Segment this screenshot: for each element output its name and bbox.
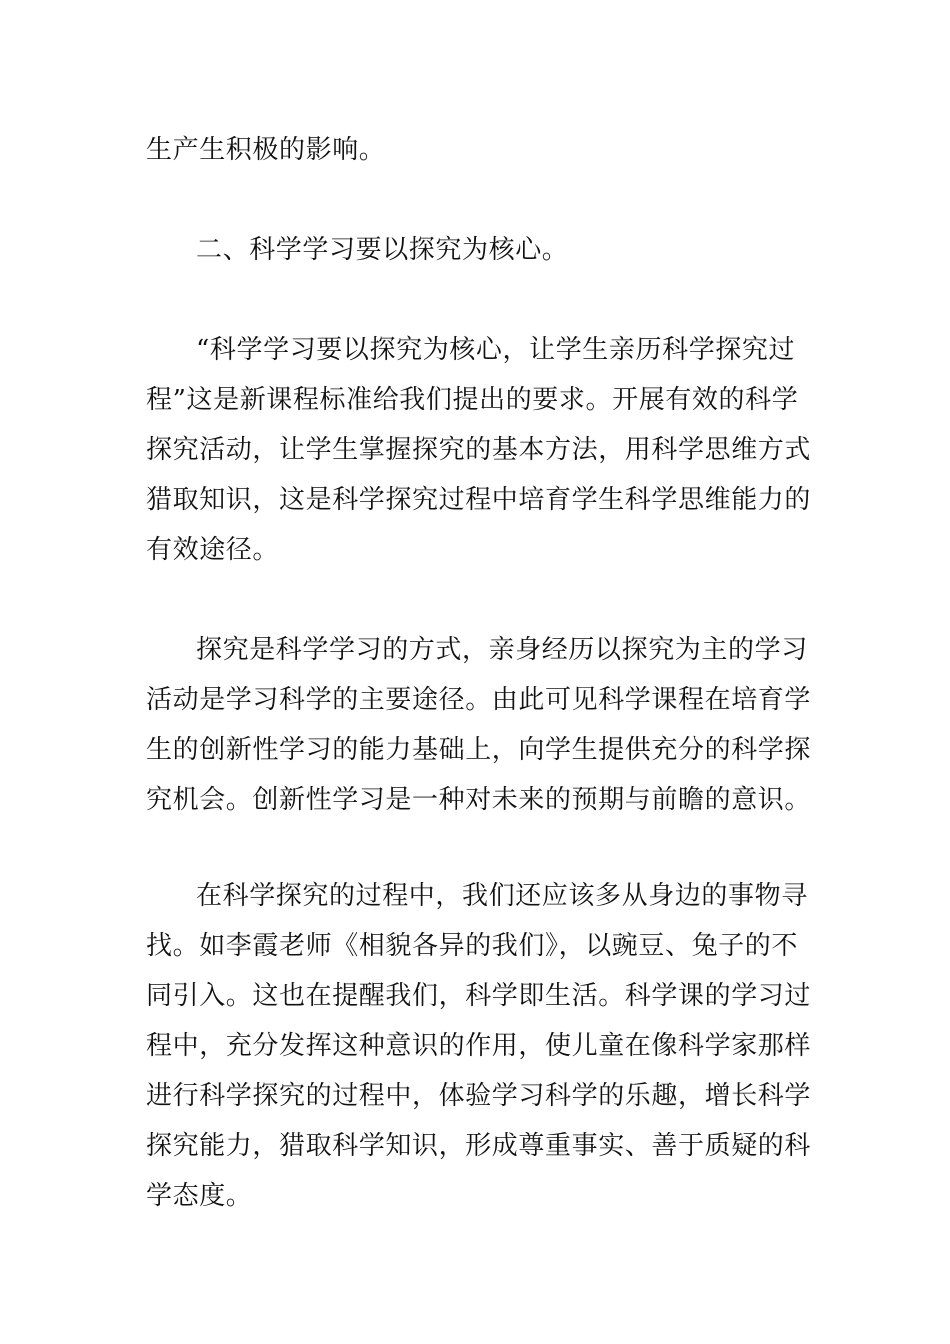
paragraph-line: 探究是科学学习的方式，亲身经历以探究为主的学习 <box>196 635 808 665</box>
paragraph-line: 猎取知识，这是科学探究过程中培育学生科学思维能力的 <box>146 485 812 515</box>
paragraph-line: 生产生积极的影响。 <box>146 135 386 165</box>
section-heading: 二、科学学习要以探究为核心。 <box>196 235 569 265</box>
paragraph-line: 究机会。创新性学习是一种对未来的预期与前瞻的意识。 <box>146 785 812 815</box>
paragraph-line: “科学学习要以探究为核心，让学生亲历科学探究过 <box>196 335 796 365</box>
paragraph-line: 进行科学探究的过程中，体验学习科学的乐趣，增长科学 <box>146 1081 812 1111</box>
paragraph-line: 程”这是新课程标准给我们提出的要求。开展有效的科学 <box>146 385 799 415</box>
paragraph-line: 程中，充分发挥这种意识的作用，使儿童在像科学家那样 <box>146 1031 812 1061</box>
paragraph-line: 探究活动，让学生掌握探究的基本方法，用科学思维方式 <box>146 435 812 465</box>
paragraph-line: 找。如李霞老师《相貌各异的我们》，以豌豆、兔子的不 <box>146 931 799 961</box>
paragraph-line: 活动是学习科学的主要途径。由此可见科学课程在培育学 <box>146 685 812 715</box>
paragraph-line: 有效途径。 <box>146 535 280 565</box>
paragraph-line: 学态度。 <box>146 1181 253 1211</box>
paragraph-line: 生的创新性学习的能力基础上，向学生提供充分的科学探 <box>146 735 812 765</box>
paragraph-line: 探究能力，猎取科学知识，形成尊重事实、善于质疑的科 <box>146 1131 812 1161</box>
paragraph-line: 在科学探究的过程中，我们还应该多从身边的事物寻 <box>196 881 808 911</box>
paragraph-line: 同引入。这也在提醒我们，科学即生活。科学课的学习过 <box>146 981 812 1011</box>
